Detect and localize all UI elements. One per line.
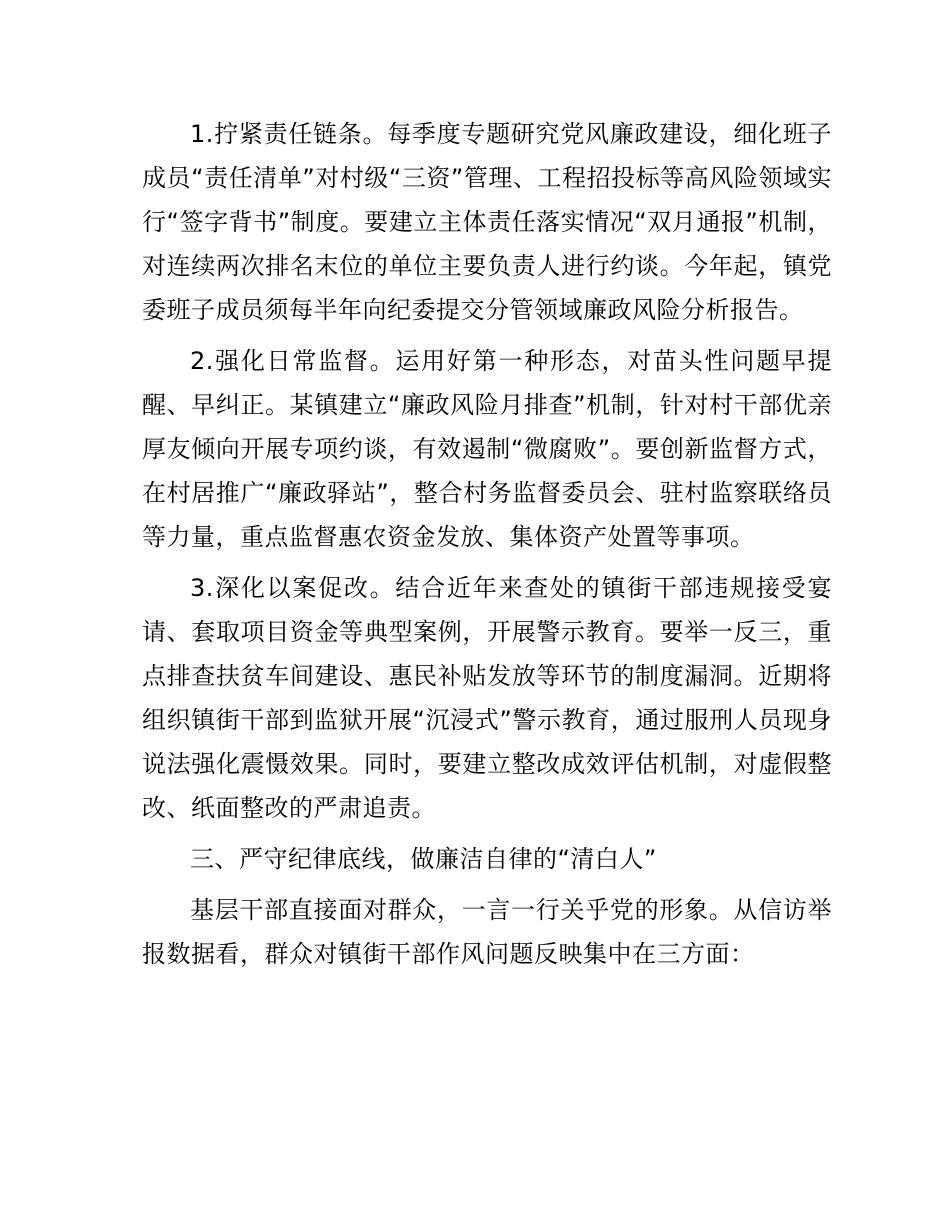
paragraph-case-reform: 3.深化以案促改。结合近年来查处的镇街干部违规接受宴请、套取项目资金等典型案例，开展警示教育。要举一反三，重点排查扶贫车间建设、惠民补贴发放等环节的制度漏洞。近期将组织镇街干部到监狱开展“沉浸式”警示教育，通过服刑人员现身说法强化震慑效果。同时，要建立整改成效评估机制，对虚假整改、纸面整改的严肃追责。	[142, 574, 832, 822]
document-body	[142, 112, 832, 983]
section-heading: 三、严守纪律底线，做廉洁自律的“清白人”	[190, 845, 657, 873]
paragraph-daily-supervision: 2.强化日常监督。运用好第一种形态，对苗头性问题早提醒、早纠正。某镇建立“廉政风险月排查”机制，针对村干部优亲厚友倾向开展专项约谈，有效遏制“微腐败”。要创新监督方式，在村居推广“廉政驿站”，整合村务监督委员会、驻村监察联络员等力量，重点监督惠农资金发放、集体资产处置等事项。	[142, 347, 832, 551]
paragraph-closing: 基层干部直接面对群众，一言一行关乎党的形象。从信访举报数据看，群众对镇街干部作风问题反映集中在三方面：	[142, 896, 832, 968]
paragraph-responsibility-chain: 1.拧紧责任链条。每季度专题研究党风廉政建设，细化班子成员“责任清单”对村级“三资”管理、工程招投标等高风险领域实行“签字背书”制度。要建立主体责任落实情况“双月通报”机制，对连续两次排名末位的单位主要负责人进行约谈。今年起，镇党委班子成员须每半年向纪委提交分管领域廉政风险分析报告。	[142, 120, 832, 324]
